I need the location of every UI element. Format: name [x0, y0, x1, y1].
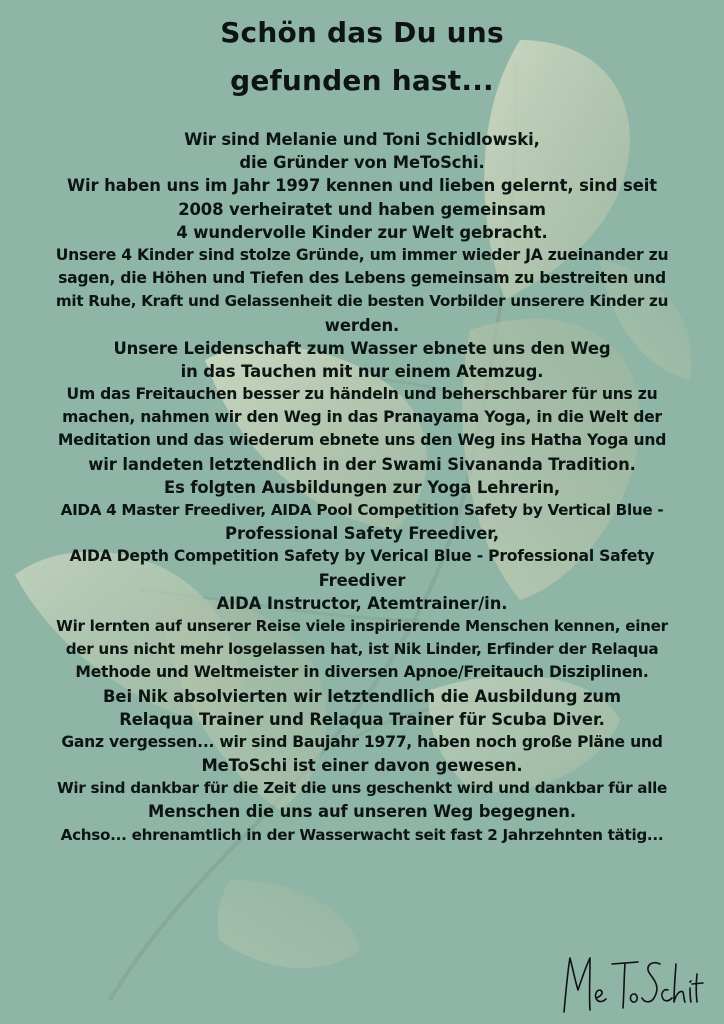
text-line: Professional Safety Freediver, [225, 524, 499, 544]
text-line: AIDA Instructor, Atemtrainer/in. [216, 593, 508, 613]
text-line: Um das Freitauchen besser zu händeln und beherschbarer für uns zu [66, 385, 658, 404]
text-line: Methode und Weltmeister in diversen Apnoe/Freitauch Disziplinen. [75, 663, 649, 682]
text-line: AIDA Depth Competition Safety by Verical Blue - Professional Safety [69, 547, 655, 566]
text-line: wir landeten letztendlich in der Swami Sivananda Tradition. [88, 454, 636, 474]
text-line: sagen, die Höhen und Tiefen des Lebens gemeinsam zu bestreiten und [58, 269, 666, 288]
text-line: Es folgten Ausbildungen zur Yoga Lehrerin, [163, 477, 561, 497]
text-line: Achso... ehrenamtlich in der Wasserwacht seit fast 2 Jahrzehnten tätig... [60, 825, 664, 844]
text-line: werden. [324, 315, 400, 335]
text-line: 4 wundervolle Kinder zur Welt gebracht. [176, 222, 548, 242]
text-line: der uns nicht mehr losgelassen hat, ist Nik Linder, Erfinder der Relaqua [65, 640, 659, 659]
page-title-line-1: Schön das Du uns [220, 16, 504, 49]
page-title-line-2: gefunden hast... [230, 64, 494, 97]
text-line: Freediver [318, 570, 406, 590]
about-text [0, 128, 724, 847]
text-line: Wir sind dankbar für die Zeit die uns geschenkt wird und dankbar für alle [56, 779, 668, 798]
text-line: Wir lernten auf unserer Reise viele inspirierende Menschen kennen, einer [56, 616, 668, 635]
text-line: 2008 verheiratet und haben gemeinsam [178, 199, 546, 219]
text-line: die Gründer von MeToSchi. [239, 153, 485, 173]
text-line: Menschen die uns auf unseren Weg begegnen. [147, 802, 576, 822]
text-line: Unsere Leidenschaft zum Wasser ebnete uns den Weg [113, 338, 611, 358]
text-line: machen, nahmen wir den Weg in das Pranayama Yoga, in die Welt der [62, 408, 662, 427]
text-line: mit Ruhe, Kraft und Gelassenheit die besten Vorbilder unserere Kinder zu [55, 292, 669, 311]
text-line: Wir sind Melanie und Toni Schidlowski, [184, 130, 540, 149]
text-line: Wir haben uns im Jahr 1997 kennen und lieben gelernt, sind seit [67, 176, 657, 196]
text-line: in das Tauchen mit nur einem Atemzug. [180, 361, 544, 381]
text-line: AIDA 4 Master Freediver, AIDA Pool Competition Safety by Vertical Blue - [60, 501, 664, 519]
text-line: Unsere 4 Kinder sind stolze Gründe, um immer wieder JA zueinander zu [55, 245, 669, 264]
text-line: MeToSchi ist einer davon gewesen. [201, 756, 523, 776]
text-line: Ganz vergessen... wir sind Baujahr 1977, haben noch große Pläne und [61, 732, 663, 751]
signature-logo [556, 950, 706, 1016]
text-line: Relaqua Trainer und Relaqua Trainer für Scuba Diver. [119, 709, 605, 729]
text-line: Meditation und das wiederum ebnete uns den Weg ins Hatha Yoga und [57, 431, 667, 450]
text-line: Bei Nik absolvierten wir letztendlich die Ausbildung zum [103, 686, 621, 706]
